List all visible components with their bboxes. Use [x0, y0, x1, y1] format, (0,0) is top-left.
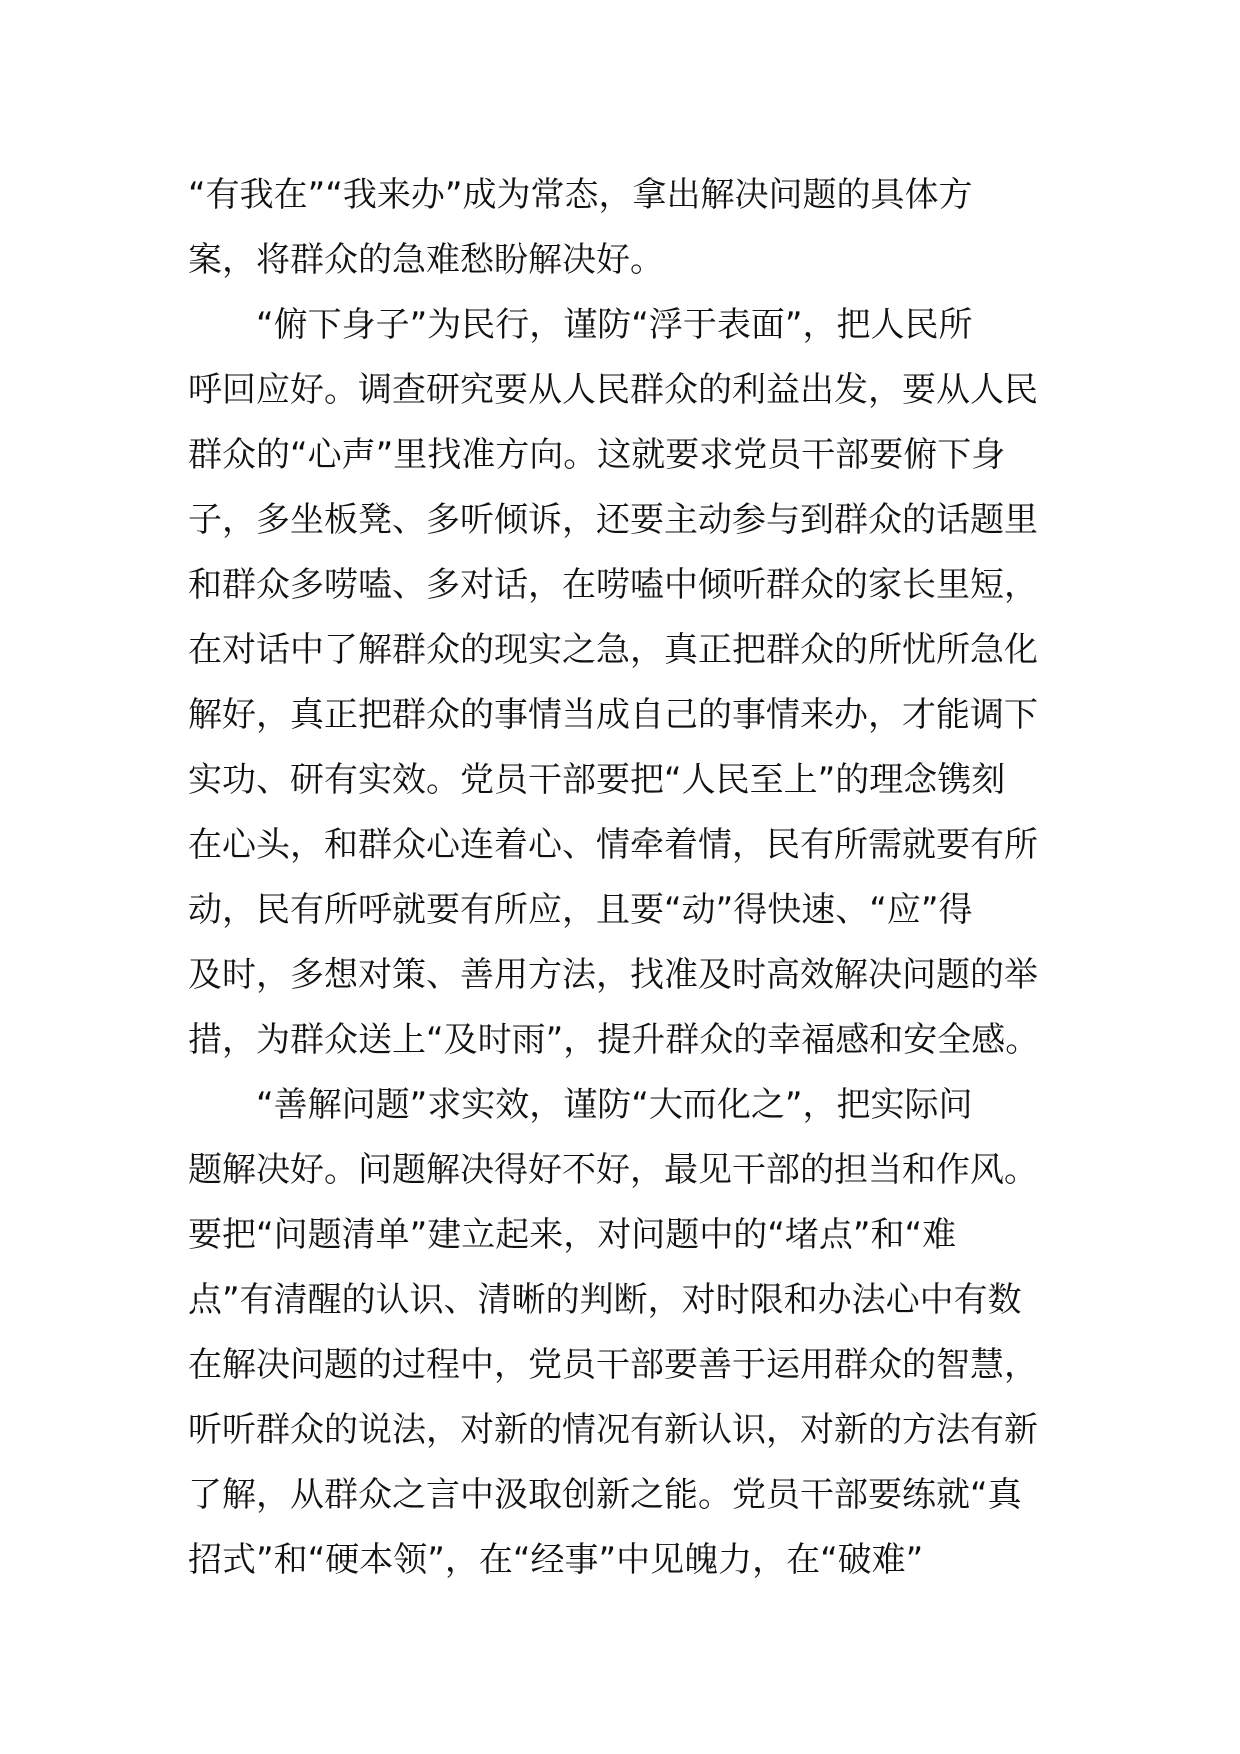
text-line: 呼回应好。调查研究要从人民群众的利益出发，要从人民: [188, 370, 1038, 410]
text-line: 听听群众的说法，对新的情况有新认识，对新的方法有新: [188, 1410, 1038, 1450]
body-text: [188, 163, 1064, 1593]
text-line: 在解决问题的过程中，党员干部要善于运用群众的智慧，: [188, 1345, 1038, 1385]
text-line: 在对话中了解群众的现实之急，真正把群众的所忧所急化: [188, 630, 1038, 670]
text-line: 子，多坐板凳、多听倾诉，还要主动参与到群众的话题里: [188, 500, 1038, 540]
paragraph-start-line: “善解问题”求实效，谨防“大而化之”，把实际问: [188, 1085, 973, 1125]
text-line: 及时，多想对策、善用方法，找准及时高效解决问题的举: [188, 955, 1038, 995]
text-line: 实功、研有实效。党员干部要把“人民至上”的理念镌刻: [188, 760, 1006, 800]
text-line: 招式”和“硬本领”，在“经事”中见魄力，在“破难”: [188, 1540, 924, 1580]
text-line: 题解决好。问题解决得好不好，最见干部的担当和作风。: [188, 1150, 1038, 1190]
text-line: 在心头，和群众心连着心、情牵着情，民有所需就要有所: [188, 825, 1038, 865]
text-line: 案，将群众的急难愁盼解决好。: [188, 240, 664, 280]
text-line: 动，民有所呼就要有所应，且要“动”得快速、“应”得: [188, 890, 973, 930]
text-line: 点”有清醒的认识、清晰的判断，对时限和办法心中有数: [188, 1280, 1022, 1320]
text-line: 了解，从群众之言中汲取创新之能。党员干部要练就“真: [188, 1475, 1022, 1515]
text-line: 措，为群众送上“及时雨”，提升群众的幸福感和安全感。: [188, 1020, 1040, 1060]
text-line: 群众的“心声”里找准方向。这就要求党员干部要俯下身: [188, 435, 1006, 475]
text-line: 要把“问题清单”建立起来，对问题中的“堵点”和“难: [188, 1215, 957, 1255]
text-line: 和群众多唠嗑、多对话，在唠嗑中倾听群众的家长里短，: [188, 565, 1038, 605]
text-line: 解好，真正把群众的事情当成自己的事情来办，才能调下: [188, 695, 1038, 735]
text-line: “有我在”“我来办”成为常态，拿出解决问题的具体方: [188, 175, 973, 215]
paragraph-start-line: “俯下身子”为民行，谨防“浮于表面”，把人民所: [188, 305, 973, 345]
